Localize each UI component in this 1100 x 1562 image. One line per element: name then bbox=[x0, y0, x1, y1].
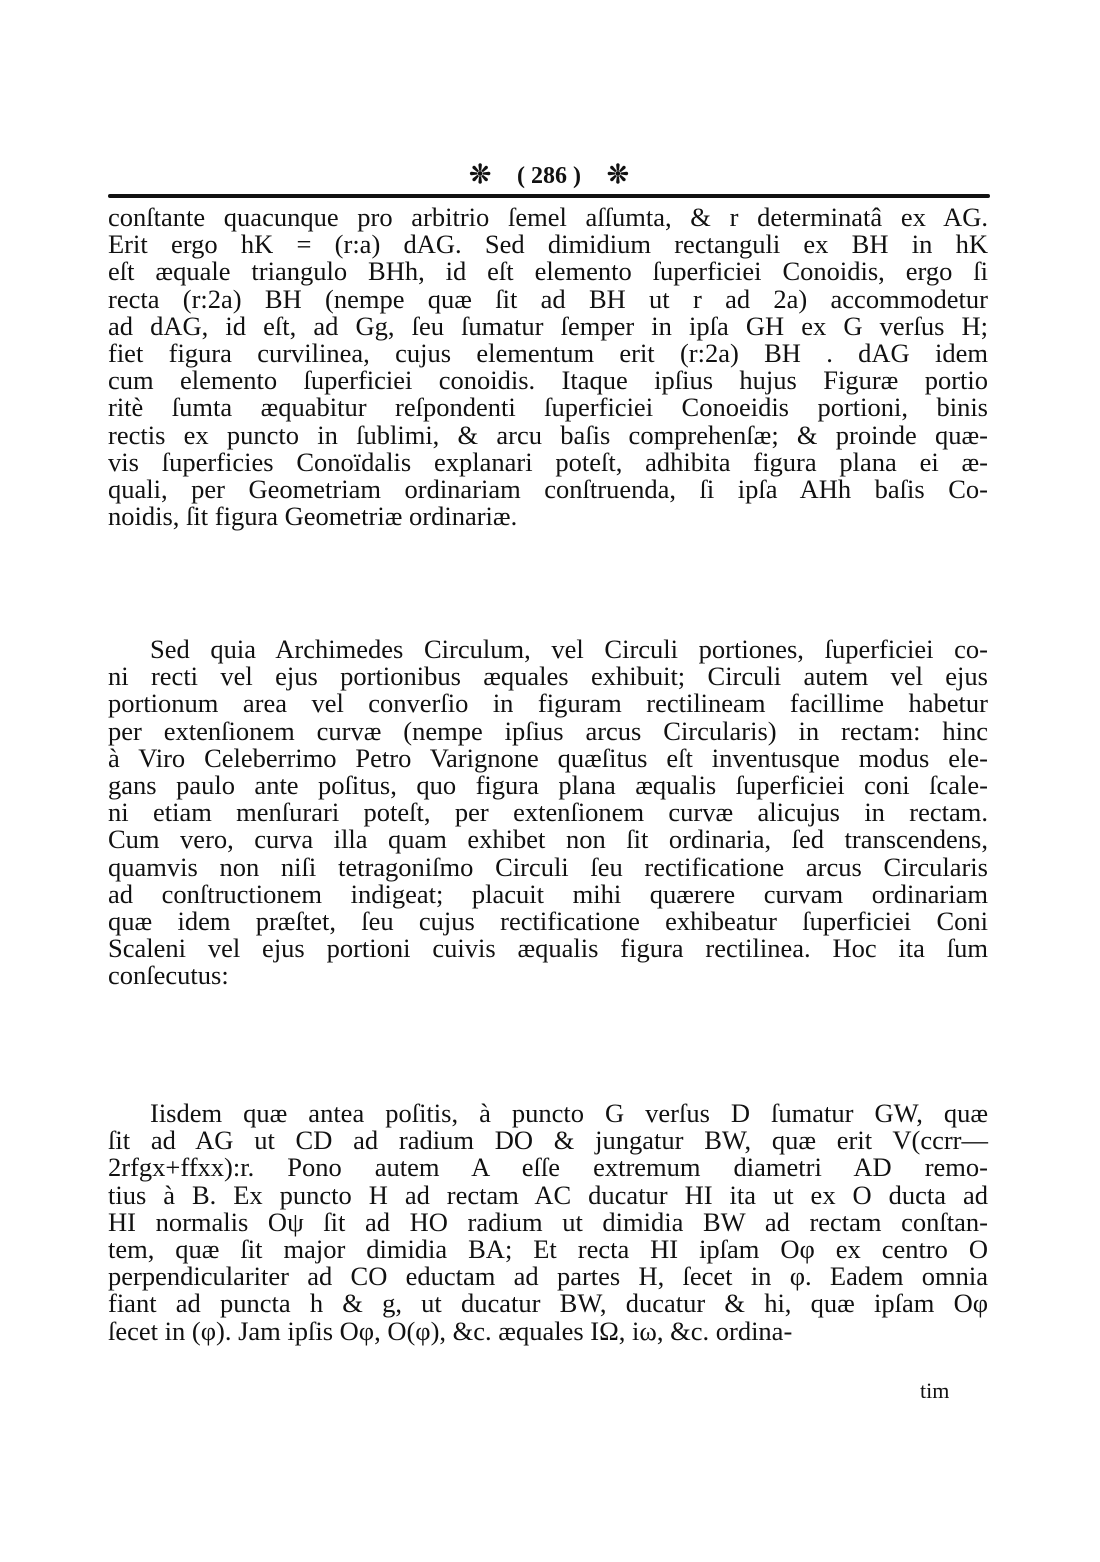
text-line: ſit ad AG ut CD ad radium DO & jungatur BW, quæ erit V(ccrr— bbox=[108, 1125, 988, 1156]
fleuron-right-icon: ❊ bbox=[606, 160, 629, 189]
text-line: eſt æquale triangulo BHh, id eſt elemento ſuperficiei Conoidis, ergo ſi bbox=[108, 256, 988, 287]
text-line: fiet figura curvilinea, cujus elementum erit (r:2a) BH . dAG idem bbox=[108, 337, 988, 368]
text-line: rectis ex puncto in ſublimi, & arcu baſis comprehenſæ; & proinde quæ- bbox=[108, 419, 988, 450]
paragraph-3 bbox=[108, 1100, 988, 1345]
text-line: Sed quia Archimedes Circulum, vel Circuli portiones, ſuperficiei co- bbox=[150, 634, 988, 664]
text-line: noidis, ſit figura Geometriæ ordinariæ. bbox=[108, 501, 518, 532]
catchword: tim bbox=[920, 1378, 950, 1403]
paragraph-2 bbox=[108, 636, 988, 989]
text-line: cum elemento ſuperficiei conoidis. Itaque ipſius hujus Figuræ portio bbox=[108, 365, 988, 396]
text-line: 2rfgx+ffxx):r. Pono autem A eſſe extremum diametri AD remo- bbox=[108, 1152, 988, 1183]
text-line: fiant ad puncta h & g, ut ducatur BW, ducatur & hi, quæ ipſam Oφ bbox=[108, 1288, 988, 1319]
text-line: per extenſionem curvæ (nempe ipſius arcus Circularis) in rectam: hinc bbox=[108, 715, 988, 746]
text-line: gans paulo ante poſitus, quo figura plana æqualis ſuperficiei coni ſcale- bbox=[108, 769, 988, 800]
paragraph-1 bbox=[108, 204, 988, 530]
text-line: HI normalis Oψ ſit ad HO radium ut dimidia BW ad rectam conſtan- bbox=[108, 1206, 988, 1237]
text-line: Erit ergo hK = (r:a) dAG. Sed dimidium rectanguli ex BH in hK bbox=[108, 229, 988, 260]
text-line: ſecet in (φ). Jam ipſis Oφ, O(φ), &c. æquales IΩ, iω, &c. ordina- bbox=[108, 1315, 793, 1346]
text-line: tem, quæ ſit major dimidia BA; Et recta HI ipſam Oφ ex centro O bbox=[108, 1233, 988, 1264]
text-line: ad dAG, id eſt, ad Gg, ſeu ſumatur ſemper in ipſa GH ex G verſus H; bbox=[108, 310, 988, 341]
page-header bbox=[108, 160, 990, 190]
text-line: quali, per Geometriam ordinariam conſtruenda, ſi ipſa AHh baſis Co- bbox=[108, 473, 988, 504]
page-number: ( 286 ) bbox=[517, 163, 581, 189]
text-line: quamvis non niſi tetragoniſmo Circuli ſeu rectificatione arcus Circularis bbox=[108, 851, 988, 882]
text-line: Cum vero, curva illa quam exhibet non ſit ordinaria, ſed transcendens, bbox=[108, 824, 988, 855]
text-line: ad conſtructionem indigeat; placuit mihi quærere curvam ordinariam bbox=[108, 878, 988, 909]
text-line: ni recti vel ejus portionibus æquales exhibuit; Circuli autem vel ejus bbox=[108, 661, 988, 692]
text-line: ritè ſumta æquabitur reſpondenti ſuperficiei Conoeidis portioni, binis bbox=[108, 392, 988, 423]
text-line: perpendiculariter ad CO eductam ad partes H, ſecet in φ. Eadem omnia bbox=[108, 1261, 988, 1292]
text-line: portionum area vel converſio in figuram rectilineam facillime habetur bbox=[108, 688, 988, 719]
text-line: conſtante quacunque pro arbitrio ſemel aſſumta, & r determinatâ ex AG. bbox=[108, 202, 988, 232]
text-line: Scaleni vel ejus portioni cuivis æqualis figura rectilinea. Hoc ita ſum bbox=[108, 933, 988, 964]
text-line: vis ſuperficies Conoïdalis explanari poteſt, adhibita figura plana ei æ- bbox=[108, 446, 988, 477]
text-line: à Viro Celeberrimo Petro Varignone quæſitus eſt inventusque modus ele- bbox=[108, 742, 988, 773]
text-line: recta (r:2a) BH (nempe quæ ſit ad BH ut r ad 2a) accommodetur bbox=[108, 283, 988, 314]
text-line: quæ idem præſtet, ſeu cujus rectificatione exhibeatur ſuperficiei Coni bbox=[108, 905, 988, 936]
text-line: conſecutus: bbox=[108, 960, 229, 991]
text-line: Iisdem quæ antea poſitis, à puncto G verſus D ſumatur GW, quæ bbox=[150, 1098, 988, 1128]
header-rule bbox=[108, 194, 990, 198]
fleuron-left-icon: ❊ bbox=[469, 160, 491, 189]
text-line: tius à B. Ex puncto H ad rectam AC ducatur HI ita ut ex O ducta ad bbox=[108, 1179, 988, 1210]
text-line: ni etiam menſurari poteſt, per extenſionem curvæ alicujus in rectam. bbox=[108, 797, 988, 828]
